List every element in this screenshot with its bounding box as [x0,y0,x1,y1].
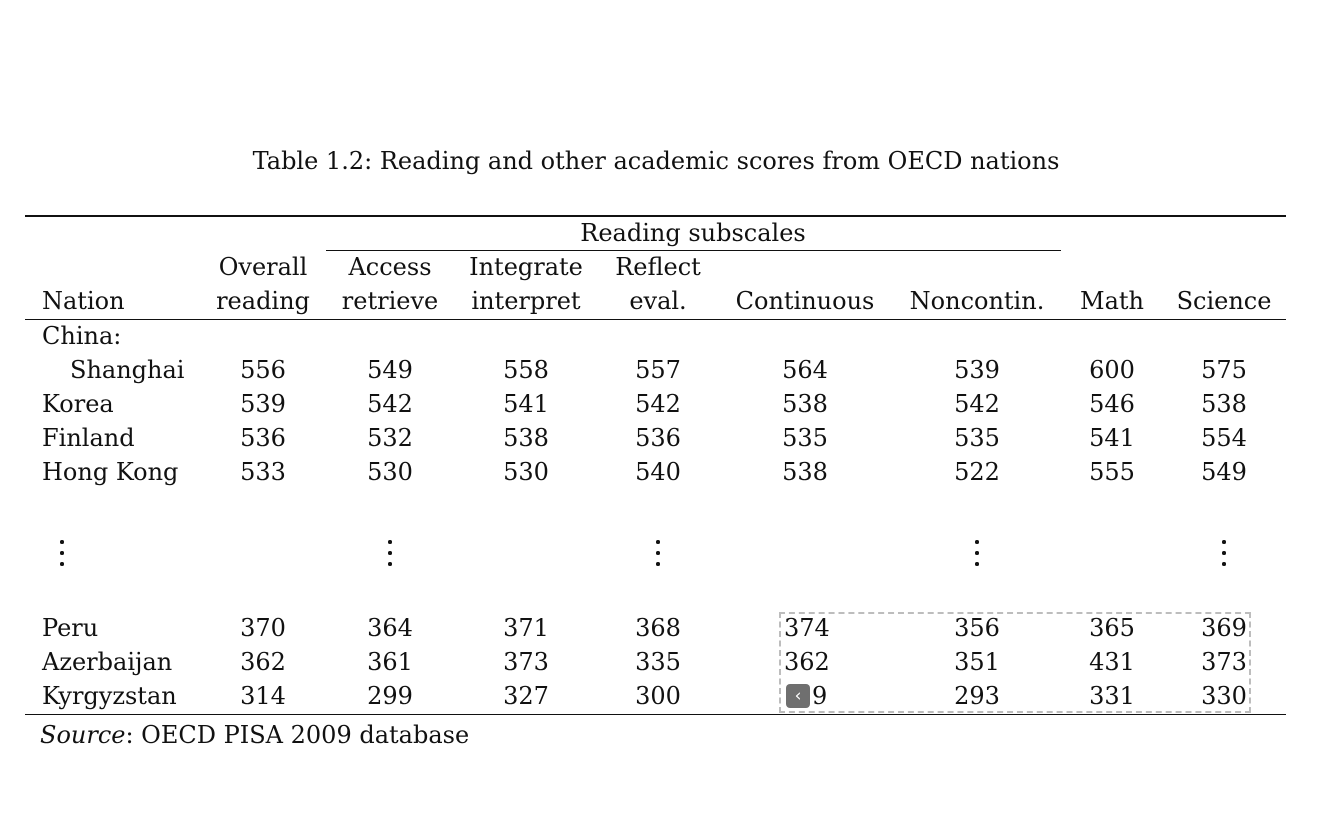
vertical-ellipsis-icon [60,540,64,570]
access-cell: 549 [367,356,413,384]
noncontinuous-cell: 356 [954,614,1000,642]
access-cell: 299 [367,682,413,710]
col-header-reflect-line2: eval. [629,287,687,315]
reflect-cell: 557 [635,356,681,384]
noncontinuous-cell: 535 [954,424,1000,452]
science-cell: 373 [1201,648,1247,676]
col-header-access-line1: Access [348,253,432,281]
nation-cell: Korea [42,390,114,418]
col-header-reflect-line1: Reflect [615,253,701,281]
table-caption: Table 1.2: Reading and other academic scores from OECD nations [252,147,1060,175]
science-cell: 369 [1201,614,1247,642]
math-cell: 541 [1089,424,1135,452]
continuous-cell: 535 [782,424,828,452]
noncontinuous-cell: 539 [954,356,1000,384]
access-cell: 361 [367,648,413,676]
chevron-left-icon: ‹ [794,686,802,706]
col-header-overall-line1: Overall [218,253,308,281]
col-header-access-line2: retrieve [341,287,439,315]
vertical-ellipsis-icon [388,540,392,570]
nation-cell: Hong Kong [42,458,179,486]
col-header-noncontinuous: Noncontin. [909,287,1045,315]
math-cell: 555 [1089,458,1135,486]
col-header-integrate-line2: interpret [471,287,581,315]
integrate-cell: 327 [503,682,549,710]
header-bottom-rule [25,319,1286,320]
science-cell: 554 [1201,424,1247,452]
overall-cell: 362 [240,648,286,676]
math-cell: 365 [1089,614,1135,642]
integrate-cell: 538 [503,424,549,452]
math-cell: 600 [1089,356,1135,384]
integrate-cell: 373 [503,648,549,676]
integrate-cell: 558 [503,356,549,384]
vertical-ellipsis-icon [1222,540,1226,570]
math-cell: 431 [1089,648,1135,676]
reflect-cell: 300 [635,682,681,710]
vertical-ellipsis-icon [656,540,660,570]
source-note [40,718,469,752]
overall-cell: 556 [240,356,286,384]
continuous-cell: 564 [782,356,828,384]
science-cell: 575 [1201,356,1247,384]
overall-cell: 533 [240,458,286,486]
source-label: Source [40,721,126,749]
source-text: : OECD PISA 2009 database [125,721,470,749]
nation-cell: Shanghai [70,356,185,384]
noncontinuous-cell: 522 [954,458,1000,486]
overall-cell: 314 [240,682,286,710]
nation-cell: Peru [42,614,99,642]
reflect-cell: 540 [635,458,681,486]
science-cell: 538 [1201,390,1247,418]
access-cell: 542 [367,390,413,418]
selection-box[interactable] [779,612,1251,713]
nation-cell: Kyrgyzstan [42,682,177,710]
col-header-overall-line2: reading [216,287,310,315]
science-cell: 549 [1201,458,1247,486]
reading-subscales-header: Reading subscales [580,219,806,247]
noncontinuous-cell: 293 [954,682,1000,710]
col-header-integrate-line1: Integrate [469,253,583,281]
science-cell: 330 [1201,682,1247,710]
continuous-cell: 9 [812,682,828,710]
math-cell: 546 [1089,390,1135,418]
continuous-cell: 538 [782,458,828,486]
noncontinuous-cell: 542 [954,390,1000,418]
col-header-science: Science [1176,287,1272,315]
noncontinuous-cell: 351 [954,648,1000,676]
overall-cell: 370 [240,614,286,642]
reflect-cell: 542 [635,390,681,418]
overall-cell: 536 [240,424,286,452]
overall-cell: 539 [240,390,286,418]
reflect-cell: 368 [635,614,681,642]
nation-cell: Finland [42,424,135,452]
integrate-cell: 371 [503,614,549,642]
col-header-math: Math [1080,287,1144,315]
integrate-cell: 541 [503,390,549,418]
vertical-ellipsis-icon [975,540,979,570]
reflect-cell: 335 [635,648,681,676]
col-header-nation: Nation [42,287,125,315]
nation-cell: Azerbaijan [42,648,173,676]
access-cell: 532 [367,424,413,452]
reflect-cell: 536 [635,424,681,452]
integrate-cell: 530 [503,458,549,486]
continuous-cell: 362 [784,648,830,676]
access-cell: 530 [367,458,413,486]
col-header-continuous: Continuous [735,287,875,315]
continuous-cell: 374 [784,614,830,642]
continuous-cell: 538 [782,390,828,418]
math-cell: 331 [1089,682,1135,710]
region-label-china: China: [42,322,122,350]
access-cell: 364 [367,614,413,642]
table-bottom-rule [25,714,1286,715]
selection-handle[interactable] [786,684,810,708]
